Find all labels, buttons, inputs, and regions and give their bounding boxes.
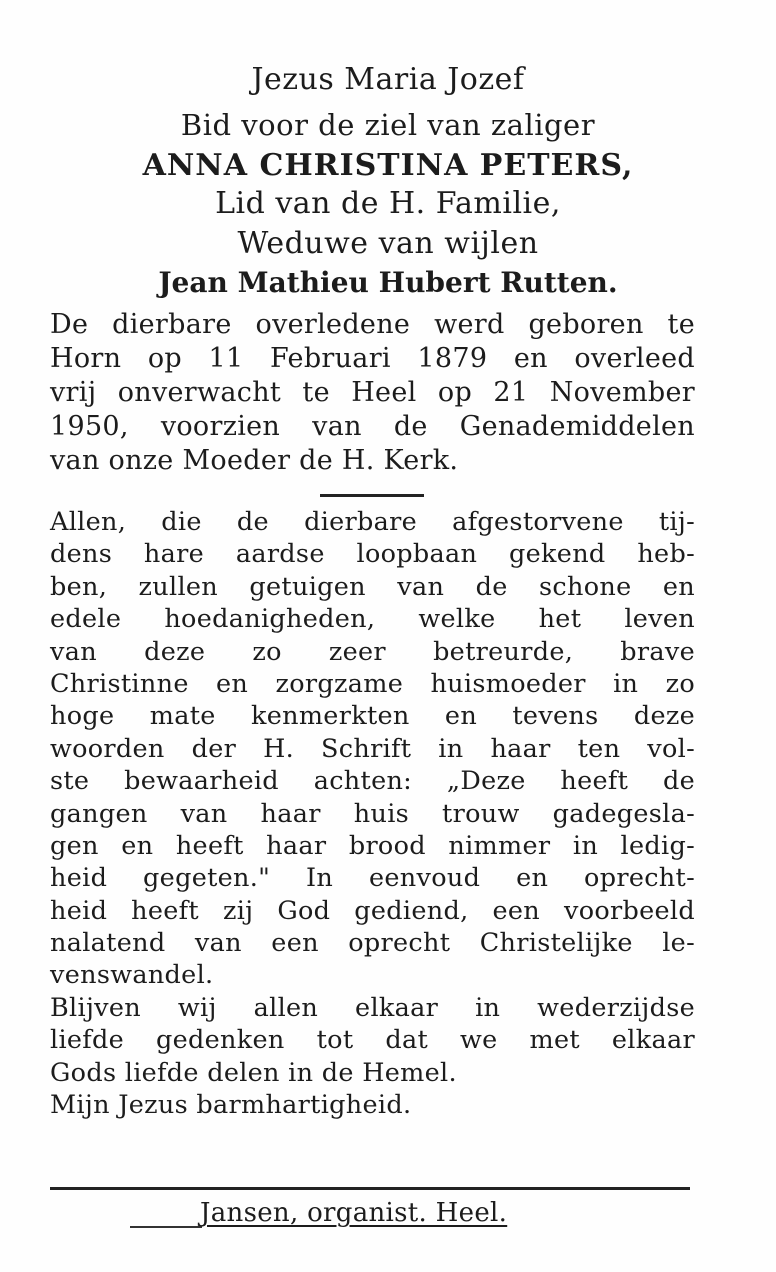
biography-line: van onze Moeder de H. Kerk. (50, 445, 459, 476)
tribute-line: Allen, die de dierbare afgestorvene tij- (50, 507, 695, 537)
tribute-line: heid gegeten." In eenvoud en oprecht- (50, 863, 695, 894)
short-divider (320, 494, 424, 497)
tribute-line: woorden der H. Schrift in haar ten vol- (50, 733, 695, 764)
husband-name: Jean Mathieu Hubert Rutten. (158, 266, 618, 299)
tribute-line: Mijn Jezus barmhartigheid. (50, 1090, 412, 1121)
tribute-line: edele hoedanigheden, welke het leven (50, 604, 695, 635)
tribute-line: liefde gedenken tot dat we met elkaar (50, 1025, 695, 1056)
tribute-line: ste bewaarheid achten: „Deze heeft de (50, 766, 695, 797)
tribute-line: nalatend van een oprecht Christelijke le- (50, 928, 695, 959)
biography-line: 1950, voorzien van de Genademiddelen (50, 411, 695, 442)
invocation-heading: Jezus Maria Jozef (251, 62, 525, 97)
footer-underline-stub (130, 1226, 202, 1228)
tribute-line: gen en heeft haar brood nimmer in ledig- (50, 830, 695, 861)
tribute-line: ben, zullen getuigen van de schone en (50, 571, 695, 602)
tribute-line: dens hare aardse loopbaan gekend heb- (50, 539, 695, 570)
long-divider (50, 1187, 690, 1190)
widow-of-line: Weduwe van wijlen (237, 226, 539, 261)
tribute-line: hoge mate kenmerkten en tevens deze (50, 701, 695, 732)
tribute-paragraph (50, 506, 695, 1121)
tribute-line: Christinne en zorgzame huismoeder in zo (50, 668, 695, 699)
biography-line: De dierbare overledene werd geboren te (50, 309, 695, 340)
prayer-request: Bid voor de ziel van zaliger (180, 108, 596, 142)
tribute-line: Blijven wij allen elkaar in wederzijdse (50, 992, 695, 1023)
deceased-name: ANNA CHRISTINA PETERS, (142, 148, 634, 183)
tribute-line: Gods liefde delen in de Hemel. (50, 1057, 457, 1088)
tribute-line: van deze zo zeer betreurde, brave (50, 636, 695, 667)
membership-line: Lid van de H. Familie, (215, 186, 561, 221)
tribute-line: heid heeft zij God gediend, een voorbeeld (50, 895, 695, 926)
printer-credit: Jansen, organist. Heel. (200, 1198, 508, 1228)
biography-line: Horn op 11 Februari 1879 en overleed (50, 343, 695, 374)
tribute-line: gangen van haar huis trouw gadegesla- (50, 798, 695, 829)
tribute-line: venswandel. (50, 960, 214, 991)
biography-paragraph (50, 308, 695, 478)
biography-line: vrij onverwacht te Heel op 21 November (50, 377, 695, 408)
